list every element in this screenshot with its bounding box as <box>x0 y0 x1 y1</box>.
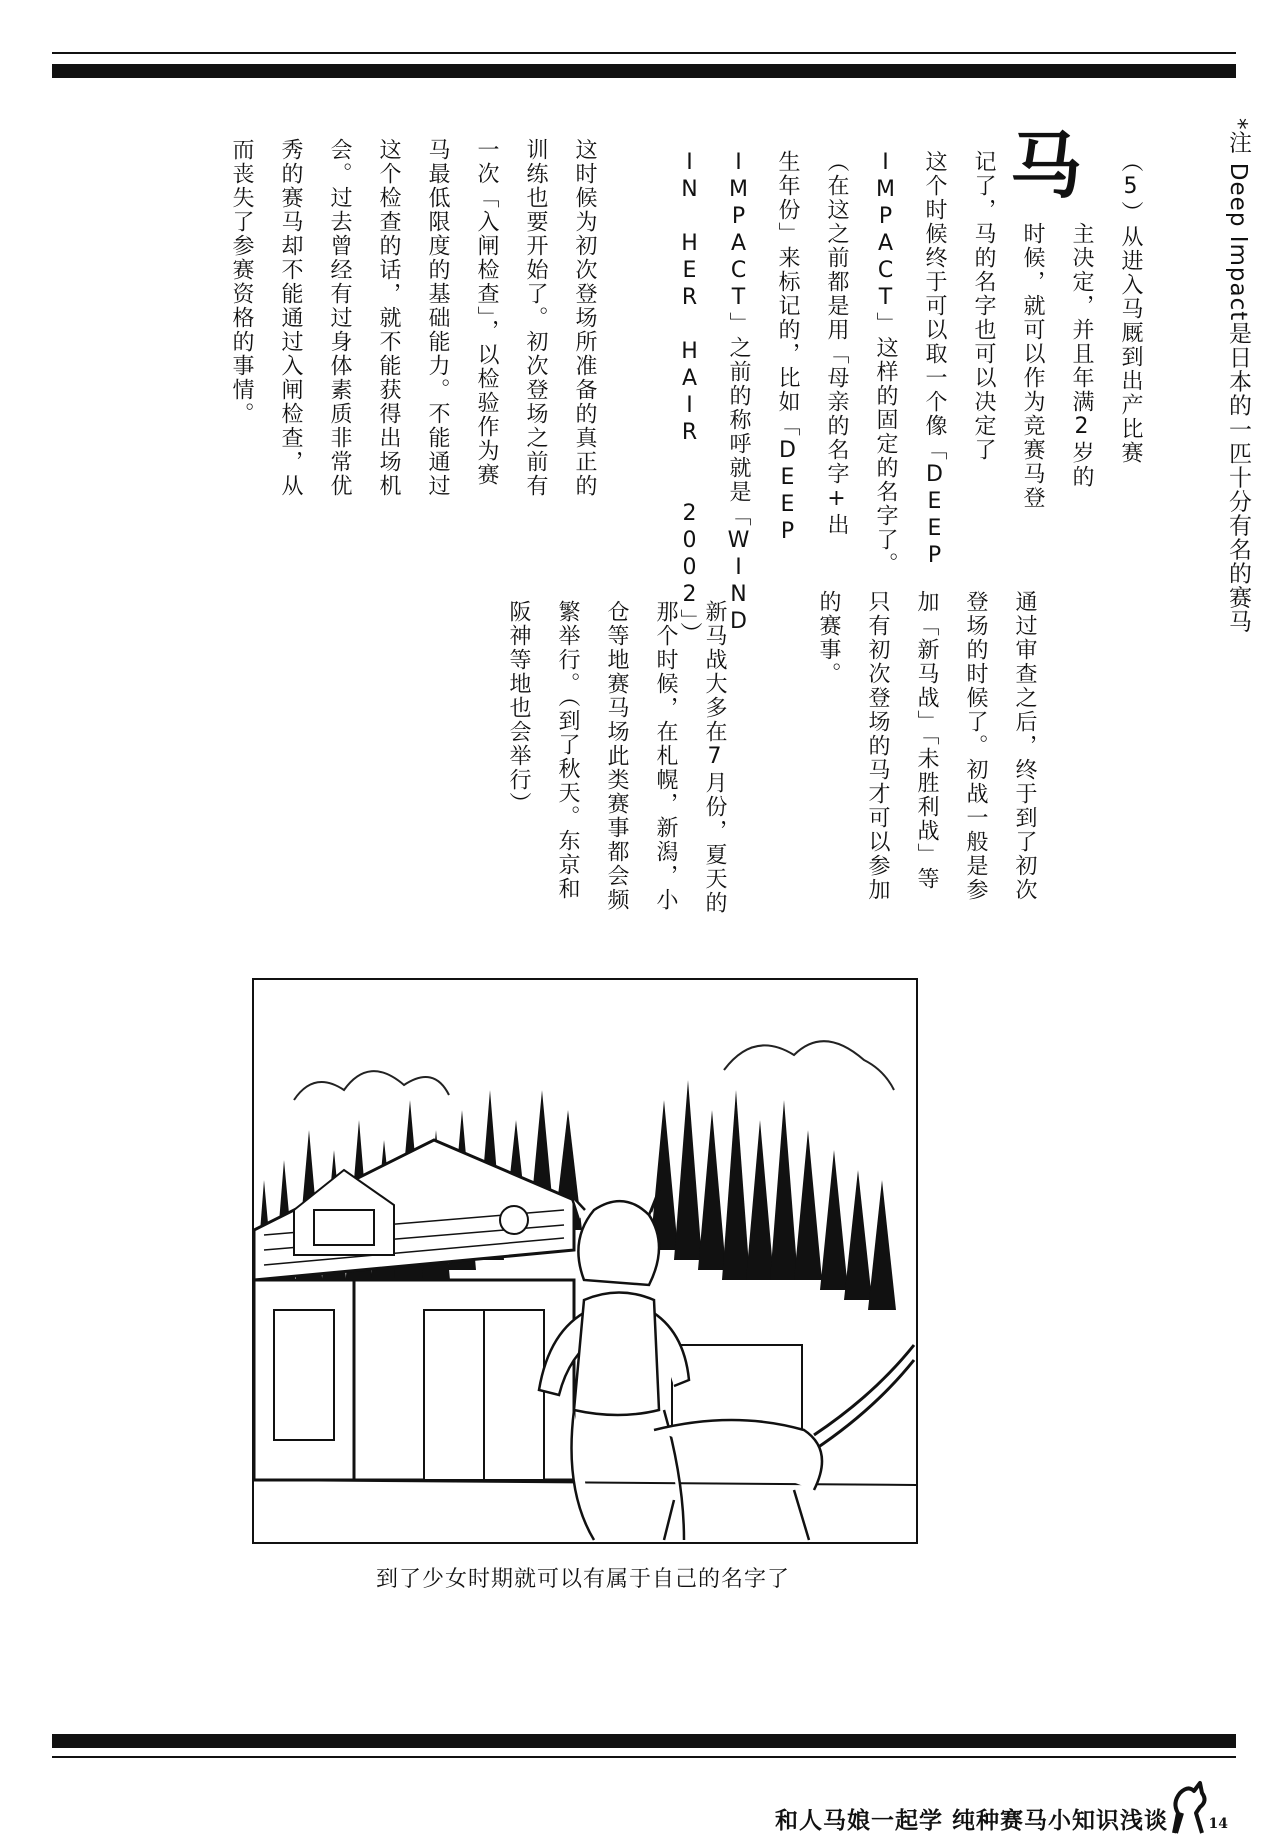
training-line: 而丧失了参赛资格的事情。 <box>229 138 254 426</box>
training-line: 这时候为初次登场所准备的真正的 <box>572 138 597 498</box>
page-number: 14 <box>1208 1816 1228 1832</box>
bottom-thin-rule <box>52 1756 1236 1758</box>
section-lead: （5）从进入马厩到出产比赛 <box>1118 150 1143 465</box>
section-line: 记了，马的名字也可以决定了 <box>971 150 996 462</box>
section-line: 主决定，并且年满2岁的 <box>1069 222 1094 489</box>
debut-line: 通过审查之后，终于到了初次 <box>1012 590 1037 902</box>
training-line: 会。过去曾经有过身体素质非常优 <box>327 138 352 498</box>
section-line: IMPACT」之前的称呼就是「WIND <box>726 150 751 636</box>
section-line: 这个时候终于可以取一个像「DEEP <box>922 150 947 570</box>
section-line: 生年份」来标记的，比如「DEEP <box>775 150 800 546</box>
horse-logo-icon <box>1164 1768 1208 1838</box>
bottom-thick-rule <box>52 1734 1236 1748</box>
training-line: 这个检查的话，就不能获得出场机 <box>376 138 401 498</box>
debut-line: 登场的时候了。初战一般是参 <box>963 590 988 902</box>
maiden-line: 仓等地赛马场此类赛事都会频 <box>604 600 629 912</box>
drop-cap: 马 <box>1010 124 1083 208</box>
maiden-line: 那个时候，在札幌，新潟，小 <box>653 600 678 912</box>
section-line: （在这之前都是用「母亲的名字+出 <box>824 150 849 537</box>
top-thick-rule <box>52 64 1236 78</box>
maiden-line: 阪神等地也会举行） <box>506 600 531 816</box>
illustration-caption: 到了少女时期就可以有属于自己的名字了 <box>375 1567 790 1592</box>
top-thin-rule <box>52 52 1236 54</box>
stable-scene-illustration <box>254 980 916 1542</box>
side-note: *注 Deep Impact是日本的一匹十分有名的赛马 <box>1225 118 1251 634</box>
debut-line: 只有初次登场的马才可以参加 <box>865 590 890 902</box>
section-line: 时候，就可以作为竞赛马登 <box>1020 222 1045 510</box>
maiden-line: 新马战大多在7月份，夏天的 <box>702 600 727 915</box>
training-line: 秀的赛马却不能通过入闸检查，从 <box>278 138 303 498</box>
debut-line: 的赛事。 <box>816 590 841 686</box>
illustration-panel <box>252 978 918 1544</box>
training-line: 训练也要开始了。初次登场之前有 <box>523 138 548 498</box>
training-line: 一次「入闸检查」，以检验作为赛 <box>474 138 499 487</box>
debut-line: 加「新马战」「未胜利战」等 <box>914 590 939 891</box>
training-line: 马最低限度的基础能力。不能通过 <box>425 138 450 498</box>
section-line: IN HER HAIR 2002」） <box>677 150 702 646</box>
footer-title: 和人马娘一起学 纯种赛马小知识浅谈 <box>774 1808 1168 1834</box>
maiden-line: 繁举行。（到了秋天。东京和 <box>555 600 580 901</box>
section-line: IMPACT」这样的固定的名字了。 <box>873 150 898 576</box>
